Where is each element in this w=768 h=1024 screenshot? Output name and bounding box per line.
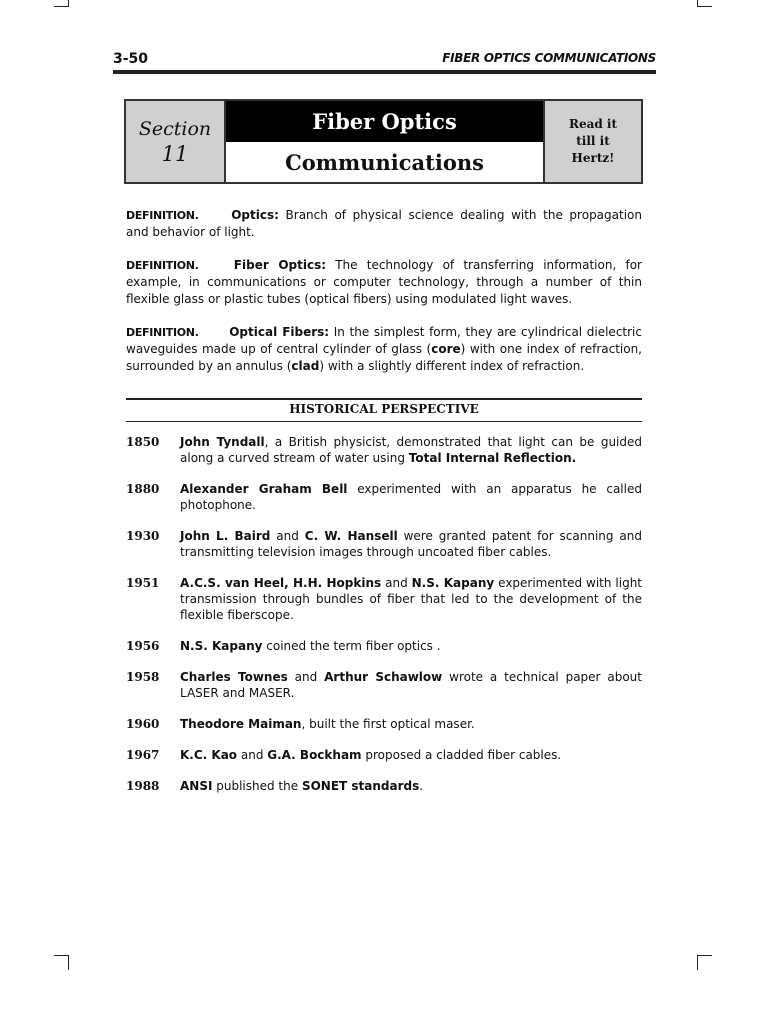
crop-mark-bottom-right	[697, 955, 712, 970]
event-year: 1951	[126, 576, 160, 590]
event-year: 1930	[126, 529, 160, 543]
section-word: Section	[138, 117, 212, 140]
definition-text: Branch of physical science dealing with the propagation and behavior of light.	[126, 208, 642, 239]
section-banner	[124, 99, 643, 184]
event-year: 1967	[126, 748, 160, 762]
definition-label: DEFINITION.	[126, 326, 199, 339]
tagline-line3: Hertz!	[571, 151, 615, 165]
timeline-event	[126, 528, 642, 560]
term-core: core	[431, 342, 461, 356]
section-tagline	[569, 116, 617, 167]
definition-term: Optical Fibers:	[229, 325, 330, 339]
definition-optics	[126, 207, 642, 241]
definition-optical-fibers	[126, 324, 642, 375]
definition-text: ) with a slightly different index of refraction.	[319, 359, 585, 373]
history-rule-bottom	[126, 421, 642, 422]
timeline-event	[126, 669, 642, 701]
event-description: Alexander Graham Bell experimented with an apparatus he called photophone.	[180, 482, 642, 512]
history-heading: HISTORICAL PERSPECTIVE	[289, 402, 479, 416]
timeline-event	[126, 575, 642, 623]
section-title-line2: Communications	[285, 149, 484, 175]
timeline-event	[126, 638, 642, 654]
section-number: 11	[161, 141, 189, 166]
event-description: A.C.S. van Heel, H.H. Hopkins and N.S. Kapany experimented with light transmission through bundles of fiber that led to the development of the flexible fiberscope.	[180, 576, 642, 622]
event-year: 1880	[126, 482, 160, 496]
section-tagline-cell	[543, 101, 641, 182]
section-title-cell	[226, 101, 543, 182]
crop-mark-top-right	[697, 0, 712, 7]
event-year: 1960	[126, 717, 160, 731]
history-timeline	[126, 434, 642, 809]
timeline-event	[126, 747, 642, 763]
timeline-event	[126, 716, 642, 732]
event-description: Theodore Maiman, built the first optical maser.	[180, 717, 475, 731]
definition-label: DEFINITION.	[126, 209, 199, 222]
timeline-event	[126, 778, 642, 794]
crop-mark-top-left	[54, 0, 69, 7]
event-year: 1956	[126, 639, 160, 653]
definition-text: ) with one index of refraction, surrounded by an annulus (	[126, 342, 642, 373]
definition-label: DEFINITION.	[126, 259, 199, 272]
event-year: 1850	[126, 435, 160, 449]
section-title-line1: Fiber Optics	[226, 101, 543, 142]
event-description: N.S. Kapany coined the term fiber optics .	[180, 639, 441, 653]
history-rule-top	[126, 398, 642, 400]
event-year: 1988	[126, 779, 160, 793]
definition-text: In the simplest form, they are cylindrical dielectric waveguides made up of central cylinder of glass (	[126, 325, 642, 356]
definition-text: The technology of transferring information, for example, in communications or computer technology, through a number of thin flexible glass or plastic tubes (optical fibers) using modulated light waves.	[126, 258, 642, 306]
crop-mark-bottom-left	[54, 955, 69, 970]
timeline-event	[126, 481, 642, 513]
definitions	[126, 207, 642, 391]
header-rule	[113, 70, 656, 74]
definition-fiber-optics	[126, 257, 642, 308]
event-description: ANSI published the SONET standards.	[180, 779, 424, 793]
definition-term: Fiber Optics:	[233, 258, 327, 272]
event-year: 1958	[126, 670, 160, 684]
timeline-event	[126, 434, 642, 466]
definition-term: Optics:	[231, 208, 279, 222]
event-description: John L. Baird and C. W. Hansell were granted patent for scanning and transmitting television images through uncoated fiber cables.	[180, 529, 642, 559]
tagline-line1: Read it	[568, 117, 618, 131]
event-description: Charles Townes and Arthur Schawlow wrote a technical paper about LASER and MASER.	[180, 670, 642, 700]
event-description: John Tyndall, a British physicist, demonstrated that light can be guided along a curved stream of water using Total Internal Reflection.	[180, 435, 642, 465]
section-number-cell	[126, 101, 226, 182]
running-head: FIBER OPTICS COMMUNICATIONS	[442, 51, 656, 65]
term-clad: clad	[291, 359, 320, 373]
event-description: K.C. Kao and G.A. Bockham proposed a cladded fiber cables.	[180, 748, 562, 762]
tagline-line2: till it	[576, 134, 610, 148]
page-number: 3-50	[113, 51, 149, 67]
